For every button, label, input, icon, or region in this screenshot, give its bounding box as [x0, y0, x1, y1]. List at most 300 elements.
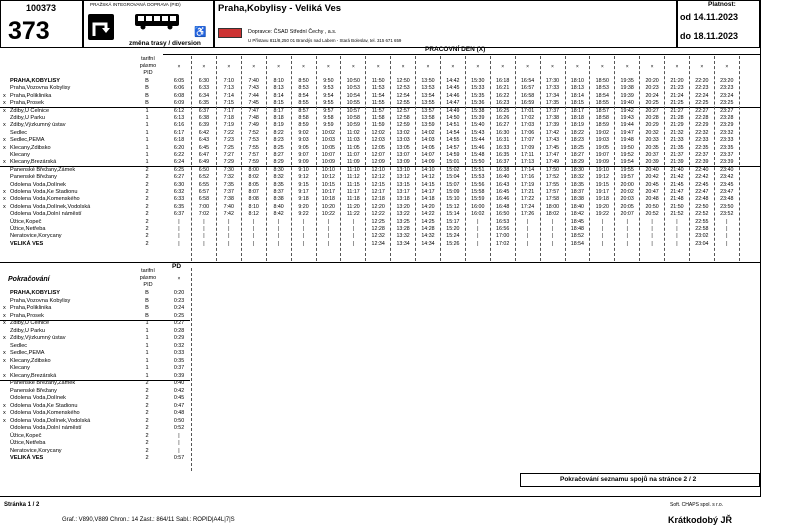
stop-zone: B: [145, 290, 149, 296]
departure-time: 16:58: [520, 92, 535, 99]
departure-time: 23:45: [720, 181, 734, 188]
departure-time: 9:22: [298, 211, 309, 218]
stop-zone: 1: [145, 372, 149, 379]
departure-time: 19:54: [620, 159, 634, 166]
stop-name: Zdiby,U Parku: [10, 327, 46, 334]
service-note-icon: ×: [302, 64, 305, 70]
zone-separator: [0, 380, 190, 381]
departure-time: 16:48: [496, 203, 510, 210]
departure-time: |: [252, 218, 255, 225]
departure-time: |: [651, 226, 653, 232]
departure-time: 17:06: [520, 129, 535, 136]
departure-time: 19:09: [595, 159, 609, 166]
departure-time: 10:10: [321, 166, 336, 173]
departure-time: 6:37: [198, 107, 210, 114]
departure-time: |: [526, 233, 529, 240]
departure-time: 13:28: [396, 226, 410, 232]
departure-time: 16:37: [496, 159, 510, 166]
departure-time: 19:10: [595, 166, 609, 173]
departure-time: 9:50: [323, 78, 334, 84]
departure-time: 15:24: [446, 233, 460, 240]
departure-time: |: [726, 218, 728, 225]
stop-name: Klecany,Zdibsko: [10, 144, 51, 151]
stop-zone: 2: [145, 380, 149, 386]
departure-time: |: [526, 218, 529, 225]
departure-time: 6:43: [198, 137, 210, 144]
departure-time: 21:40: [670, 166, 684, 173]
departure-time: 16:45: [496, 189, 510, 195]
departure-time: 13:17: [396, 189, 410, 195]
departure-time: 0:37: [173, 365, 185, 371]
departure-time: 7:23: [223, 137, 234, 144]
departure-time: 12:03: [371, 137, 385, 144]
departure-time: 21:27: [670, 107, 684, 114]
departure-time: 20:25: [645, 100, 659, 107]
departure-time: 17:02: [520, 115, 535, 121]
departure-time: 17:34: [545, 92, 560, 99]
column-divider: [614, 56, 615, 261]
bottom-line: Graf.: V890,V889 Chron.: 14 Zast.: 864/11 Sabl.: ROPID|A4L|7|S: [62, 517, 235, 523]
departure-time: 20:32: [645, 129, 659, 136]
departure-time: 16:23: [496, 100, 510, 107]
departure-time: 16:22: [496, 92, 510, 99]
departure-time: 10:59: [346, 122, 360, 129]
column-divider: [639, 56, 640, 261]
departure-time: 11:20: [346, 203, 360, 210]
stop-marker: x: [3, 100, 6, 107]
stop-marker: x: [3, 107, 6, 114]
departure-time: 0:47: [173, 402, 185, 409]
departure-time: 6:13: [173, 115, 185, 121]
stop-name: PRAHA,KOBYLISY: [10, 290, 61, 296]
departure-time: 10:09: [321, 159, 336, 166]
departure-time: 21:33: [670, 137, 684, 144]
departure-time: |: [601, 218, 603, 225]
service-note-icon: ×: [426, 64, 430, 70]
departure-time: 23:02: [695, 233, 709, 240]
departure-time: 11:15: [346, 181, 360, 188]
departure-time: 9:05: [298, 144, 309, 151]
departure-time: 8:35: [273, 181, 284, 188]
service-note-icon: ×: [401, 64, 405, 70]
departure-time: 15:58: [471, 189, 485, 195]
continuation-text: Pokračování seznamu spojů na stránce 2 / 2: [560, 476, 697, 483]
service-note-icon: ×: [625, 64, 629, 70]
departure-time: 10:03: [321, 137, 336, 144]
departure-time: 13:25: [396, 218, 410, 225]
departure-time: |: [277, 218, 280, 225]
departure-time: 21:24: [670, 92, 684, 99]
line-code: 100373: [26, 3, 57, 13]
departure-time: 18:15: [570, 100, 585, 107]
stop-zone: 2: [145, 395, 149, 401]
stop-name: Odolena Voda,Dolínek: [10, 181, 66, 188]
departure-time: 14:46: [446, 92, 460, 99]
departure-time: 7:30: [223, 166, 234, 173]
departure-time: 10:05: [321, 144, 336, 151]
stop-zone: B: [145, 305, 149, 311]
stop-name: Neratovice,Korycany: [10, 447, 62, 454]
departure-time: 18:52: [570, 233, 585, 240]
departure-time: 17:50: [545, 166, 560, 173]
departure-time: 6:09: [173, 100, 185, 107]
departure-time: 18:35: [570, 181, 585, 188]
stop-name: Zdiby,Výzkumný ústav: [10, 122, 66, 129]
stop-marker: x: [3, 402, 6, 409]
departure-time: 12:02: [371, 129, 385, 136]
departure-time: 15:04: [446, 174, 460, 181]
stop-zone: 2: [145, 240, 149, 247]
departure-time: 19:18: [595, 196, 609, 203]
departure-time: |: [277, 233, 280, 240]
bus-icon: [134, 13, 180, 35]
operator-label: PRAŽSKÁ INTEGROVANÁ DOPRAVA (PID): [90, 2, 181, 7]
stop-zone: 1: [145, 357, 149, 364]
departure-time: |: [477, 240, 479, 247]
stop-zone: 2: [145, 226, 149, 232]
departure-time: 17:35: [545, 100, 560, 107]
stop-name: Sedlec: [10, 129, 28, 136]
departure-time: 17:30: [545, 78, 560, 84]
valid-from: od 14.11.2023: [680, 12, 739, 22]
stop-marker: x: [3, 159, 6, 166]
departure-time: 11:12: [346, 174, 360, 181]
departure-time: |: [327, 218, 330, 225]
departure-time: 16:02: [471, 211, 485, 218]
stop-name: Klecany: [10, 152, 30, 158]
departure-time: 6:50: [198, 166, 210, 173]
stop-marker: x: [3, 417, 6, 424]
stop-zone: 1: [145, 144, 149, 151]
departure-time: 13:03: [396, 137, 410, 144]
departure-time: 6:39: [198, 122, 210, 129]
departure-time: 0:29: [173, 335, 185, 341]
departure-time: 17:57: [545, 189, 560, 195]
departure-time: 8:14: [273, 92, 284, 99]
departure-time: 9:12: [298, 174, 309, 181]
column-divider: [664, 56, 665, 261]
column-divider: [415, 56, 416, 261]
departure-time: |: [551, 233, 554, 240]
section1-rule: [163, 54, 760, 55]
service-note-icon: ×: [227, 64, 231, 70]
departure-time: 8:18: [273, 115, 284, 121]
departure-time: 7:10: [223, 78, 234, 84]
departure-time: 14:57: [446, 144, 460, 151]
departure-time: 12:17: [371, 189, 385, 195]
departure-time: 8:53: [298, 85, 309, 92]
stop-name: Klecany,Zdibsko: [10, 357, 51, 364]
stop-name: Klecany: [10, 365, 30, 371]
departure-time: |: [228, 233, 230, 240]
departure-time: 18:38: [570, 196, 585, 203]
service-note-icon: ×: [326, 64, 330, 70]
departure-time: |: [551, 226, 554, 232]
departure-time: |: [726, 226, 728, 232]
column-divider: [540, 56, 541, 261]
stop-name: Sedlec,PEMA: [10, 350, 45, 356]
section2-zone-label: tarifní pásmo PID: [139, 268, 157, 288]
departure-time: 21:25: [670, 100, 684, 107]
stop-marker: x: [3, 305, 6, 311]
departure-time: 7:02: [198, 211, 210, 218]
stop-name: Praha,Poliklinika: [10, 305, 52, 311]
departure-time: 8:27: [273, 152, 284, 158]
departure-time: 15:12: [446, 203, 460, 210]
departure-time: 19:44: [620, 122, 634, 129]
departure-time: 14:15: [421, 181, 435, 188]
departure-time: 7:18: [223, 115, 234, 121]
stop-name: Úžice,Kopeč: [10, 432, 42, 439]
departure-time: 7:29: [223, 159, 234, 166]
departure-time: 21:28: [670, 115, 684, 121]
departure-time: 21:39: [670, 159, 684, 166]
departure-time: 14:09: [421, 159, 435, 166]
stop-name: Zdiby,U Celnice: [10, 320, 50, 326]
departure-time: 8:38: [273, 196, 284, 203]
departure-time: 19:05: [595, 144, 609, 151]
departure-time: 14:22: [421, 211, 435, 218]
departure-time: 21:48: [670, 196, 684, 203]
departure-time: 14:20: [421, 203, 435, 210]
departure-time: 8:12: [248, 211, 259, 218]
stop-zone: 2: [145, 218, 149, 225]
departure-time: 18:42: [570, 211, 585, 218]
departure-time: 6:25: [173, 166, 185, 173]
stop-zone: 2: [145, 402, 149, 409]
departure-time: 18:27: [570, 152, 585, 158]
departure-time: 20:05: [620, 203, 634, 210]
departure-time: 7:17: [223, 107, 234, 114]
departure-time: 22:32: [695, 129, 709, 136]
departure-time: 14:47: [446, 100, 460, 107]
departure-time: 14:03: [421, 137, 435, 144]
stop-zone: 2: [145, 410, 149, 416]
service-note-icon: ×: [575, 64, 579, 70]
departure-time: 12:28: [371, 226, 385, 232]
departure-time: 8:59: [298, 122, 309, 129]
stop-marker: x: [3, 320, 6, 326]
departure-time: 12:50: [396, 78, 410, 84]
departure-time: 9:03: [298, 137, 309, 144]
service-note-icon: ×: [501, 64, 505, 70]
column-divider: [216, 56, 217, 261]
stop-zone: 1: [145, 152, 149, 158]
stop-zone: 2: [145, 196, 149, 203]
stop-zone: 2: [145, 455, 149, 461]
departure-time: 13:15: [396, 181, 410, 188]
departure-time: 10:53: [346, 85, 360, 92]
departure-time: |: [651, 218, 653, 225]
departure-time: 23:25: [720, 100, 734, 107]
departure-time: 22:25: [695, 100, 709, 107]
stop-name: VELIKÁ VES: [10, 455, 44, 461]
departure-time: |: [252, 240, 255, 247]
stop-zone: 1: [145, 129, 149, 136]
stop-zone: 2: [145, 387, 149, 394]
departure-time: 7:40: [223, 203, 234, 210]
departure-time: 6:05: [173, 78, 185, 84]
column-divider: [340, 56, 341, 261]
departure-time: 16:43: [496, 181, 510, 188]
stop-zone: 2: [145, 189, 149, 195]
departure-time: 18:57: [595, 107, 609, 114]
departure-time: 17:01: [520, 107, 535, 114]
stop-name: Úžice,Netřeba: [10, 226, 46, 232]
departure-time: 13:54: [421, 92, 435, 99]
stop-name: Odolena Voda,Dolní náměstí: [10, 425, 82, 431]
service-note-icon: ×: [202, 64, 206, 70]
column-divider: [714, 56, 715, 261]
stop-zone: 2: [145, 166, 149, 173]
valid-to: do 18.11.2023: [680, 31, 739, 41]
frame-right: [760, 0, 761, 497]
departure-time: 16:26: [496, 115, 510, 121]
departure-time: 13:07: [396, 152, 410, 158]
departure-time: 8:05: [248, 181, 259, 188]
departure-time: 9:54: [323, 92, 334, 99]
departure-time: 15:09: [446, 189, 460, 195]
departure-time: 17:22: [520, 196, 535, 203]
departure-time: 18:54: [570, 240, 585, 247]
departure-time: 14:02: [421, 129, 435, 136]
departure-time: 20:40: [645, 166, 659, 173]
departure-time: 13:53: [421, 85, 435, 92]
departure-time: 6:18: [173, 137, 185, 144]
service-note-icon: ×: [725, 64, 729, 70]
departure-time: 20:07: [620, 211, 634, 218]
departure-time: 6:37: [173, 211, 185, 218]
column-divider: [490, 56, 491, 261]
departure-time: 21:20: [670, 78, 684, 84]
departure-time: 15:51: [471, 166, 485, 173]
departure-time: |: [477, 218, 479, 225]
departure-time: 20:00: [620, 181, 634, 188]
departure-time: 12:07: [371, 152, 385, 158]
departure-time: 14:32: [421, 233, 435, 240]
departure-time: 8:19: [273, 122, 284, 129]
departure-time: 8:25: [273, 144, 284, 151]
departure-time: 14:07: [421, 152, 435, 158]
departure-time: |: [352, 218, 354, 225]
departure-time: 9:20: [298, 203, 309, 210]
departure-time: 18:50: [595, 78, 609, 84]
departure-time: 19:47: [620, 129, 634, 136]
departure-time: 0:20: [173, 290, 185, 296]
departure-time: 10:07: [321, 152, 336, 158]
departure-time: 9:17: [298, 189, 309, 195]
carrier-logo-icon: [218, 28, 242, 38]
departure-time: 6:32: [173, 189, 185, 195]
departure-time: 18:13: [570, 85, 585, 92]
departure-time: |: [601, 240, 603, 247]
carrier: Dopravce: ČSAD Střední Čechy , a.s.: [248, 29, 337, 35]
departure-time: 0:33: [173, 350, 185, 356]
column-divider: [291, 56, 292, 261]
departure-time: 15:43: [471, 129, 485, 136]
stop-zone: 2: [145, 203, 149, 210]
departure-time: |: [352, 240, 354, 247]
departure-time: |: [228, 218, 230, 225]
departure-time: 21:35: [670, 144, 684, 151]
departure-time: 11:18: [346, 196, 360, 203]
departure-time: 22:28: [695, 115, 709, 121]
stop-zone: 1: [145, 327, 149, 334]
stop-zone: B: [145, 78, 149, 84]
stop-name: Odolena Voda,Komenského: [10, 196, 80, 203]
departure-time: 17:37: [545, 107, 560, 114]
departure-time: 6:33: [173, 196, 185, 203]
departure-time: 12:55: [396, 100, 410, 107]
departure-time: 12:34: [371, 240, 385, 247]
stop-name: Neratovice,Korycany: [10, 233, 62, 240]
departure-time: 17:14: [520, 166, 535, 173]
departure-time: |: [277, 240, 280, 247]
column-divider: [266, 56, 267, 261]
departure-time: |: [477, 226, 479, 232]
departure-time: 6:35: [198, 100, 210, 107]
zone-separator: [0, 320, 190, 321]
departure-time: 16:54: [520, 78, 535, 84]
departure-time: 18:19: [570, 122, 585, 129]
departure-time: 6:45: [198, 144, 210, 151]
service-note-icon: ×: [600, 64, 604, 70]
departure-time: 13:10: [396, 166, 410, 173]
departure-time: 23:42: [720, 174, 734, 181]
stop-name: Odolena Voda,Ke Stadionu: [10, 402, 78, 409]
stop-name: Sedlec: [10, 342, 28, 349]
departure-time: 14:45: [446, 85, 460, 92]
stop-name: Praha,Prosek: [10, 312, 44, 319]
departure-time: 23:29: [720, 122, 734, 129]
departure-time: 8:15: [273, 100, 284, 107]
column-divider: [316, 56, 317, 261]
departure-time: |: [626, 240, 628, 247]
departure-time: 17:45: [545, 144, 560, 151]
departure-time: 18:14: [570, 92, 585, 99]
departure-time: 21:52: [670, 211, 684, 218]
stop-zone: 2: [145, 447, 149, 454]
departure-time: 12:59: [396, 122, 410, 129]
departure-time: 17:03: [520, 122, 535, 129]
departure-time: 15:46: [471, 144, 485, 151]
column-divider: [191, 56, 192, 261]
stop-name: VELIKÁ VES: [10, 240, 44, 247]
column-divider: [465, 56, 466, 261]
departure-time: 18:29: [570, 159, 585, 166]
stop-name: Praha,Poliklinika: [10, 92, 52, 99]
departure-time: |: [726, 233, 728, 240]
departure-time: 16:38: [496, 166, 510, 173]
departure-time: 0:25: [173, 312, 185, 319]
departure-time: 9:18: [298, 196, 309, 203]
departure-time: 8:22: [273, 129, 284, 136]
departure-time: 10:50: [346, 78, 360, 84]
departure-time: 6:24: [173, 159, 185, 166]
departure-time: 20:33: [645, 137, 659, 144]
departure-time: 11:57: [371, 107, 385, 114]
departure-time: 16:53: [496, 218, 510, 225]
stop-zone: 2: [145, 440, 149, 446]
departure-time: 9:07: [298, 152, 309, 158]
departure-time: 6:49: [198, 159, 210, 166]
departure-time: 12:09: [371, 159, 385, 166]
departure-time: 22:29: [695, 122, 709, 129]
stop-name: Panenské Břežany,Zámek: [10, 166, 76, 173]
departure-time: 6:12: [173, 107, 185, 114]
departure-time: 17:00: [496, 233, 510, 240]
departure-time: 17:16: [520, 174, 535, 181]
